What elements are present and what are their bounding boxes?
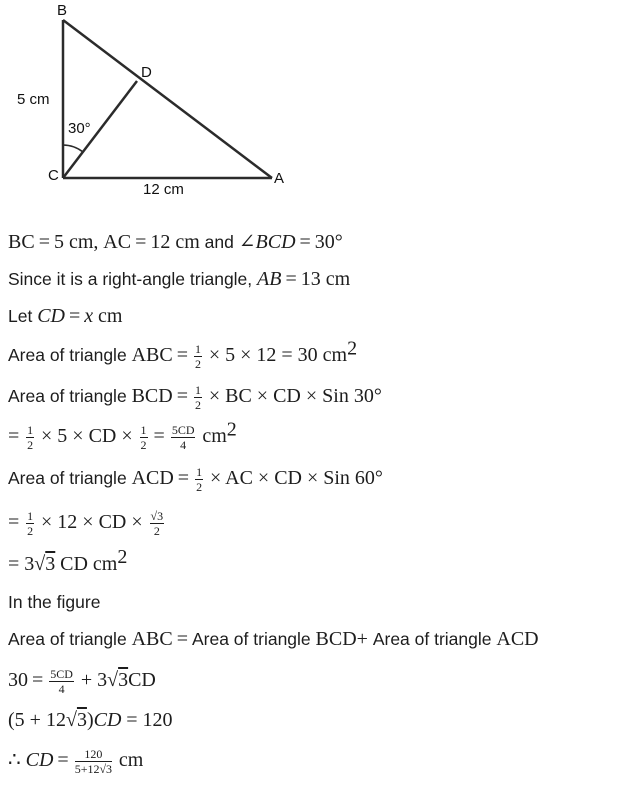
angle-bcd: ∠BCD [238, 231, 296, 253]
fraction-root3-2: $\frac{√3}{2}$ [150, 509, 164, 538]
in-figure-text: In the figure [8, 592, 101, 612]
vertex-label-b: B [57, 2, 68, 19]
bcd-step-expression: × 5 × CD × [41, 425, 133, 448]
area-text: Area of triangle [8, 345, 127, 366]
open-expression: (5 + 12 [8, 709, 66, 731]
unit-cm: cm [118, 749, 144, 772]
area-text: Area of triangle [8, 629, 127, 649]
vertex-label-d: D [141, 64, 152, 81]
final-fraction: $\frac{120}{5+12√3}$ [74, 747, 113, 776]
side-label-ca: 12 cm [143, 181, 184, 198]
exponent: 2 [226, 418, 237, 441]
plus-coefficient: + 3 [80, 669, 108, 692]
radicand: 3 [118, 669, 129, 692]
side-label-bc: 5 cm [17, 91, 50, 108]
bcd-symbol: BCD [131, 385, 173, 408]
side-ab [63, 20, 272, 178]
angle-arc [63, 145, 83, 152]
acd-symbol: ACD [496, 628, 539, 650]
equals: = [176, 628, 188, 650]
root-sign: √ [34, 553, 46, 575]
acd-result-unit: CD cm [60, 553, 118, 575]
vertex-label-a: A [274, 170, 285, 187]
root-sign: √ [65, 709, 77, 731]
equals: = [299, 231, 311, 253]
exponent: 2 [347, 337, 358, 360]
area-text: Area of triangle [8, 468, 127, 489]
equals: = [135, 231, 147, 253]
equation-line [8, 668, 156, 695]
equals: = [69, 305, 81, 327]
bcd-step-line [8, 418, 237, 452]
area-bcd-expression: × BC × CD × Sin 30° [208, 385, 382, 408]
equals: = [32, 669, 44, 692]
equals: = [8, 425, 20, 448]
angle-value: 30° [314, 231, 343, 253]
angle-label: 30° [68, 120, 91, 137]
x-variable: x [84, 305, 94, 327]
bcd-symbol: BCD+ [315, 628, 368, 650]
given-line [8, 231, 343, 253]
fraction-half: $\frac{1}{2}$ [194, 383, 201, 412]
cd-symbol: CD [128, 669, 156, 692]
equals: = [177, 467, 190, 490]
equals: = [285, 268, 297, 290]
fraction-half: $\frac{1}{2}$ [27, 423, 34, 452]
vertex-label-c: C [48, 167, 59, 184]
acd-result-line [8, 546, 128, 575]
cd-symbol: CD [93, 709, 122, 731]
therefore-symbol: ∴ [8, 749, 21, 772]
area-acd-expression: × AC × CD × Sin 60° [209, 467, 383, 490]
and-text: and [204, 232, 234, 252]
acd-coefficient: = 3 [8, 553, 35, 575]
fraction-5cd-4: $\frac{5CD}{4}$ [171, 423, 195, 452]
exponent: 2 [117, 546, 128, 569]
ac-value: 12 cm [150, 231, 200, 253]
value-30: 30 [8, 669, 28, 692]
area-text: Area of triangle [8, 386, 127, 407]
area-abc-expression: × 5 × 12 = 30 cm [208, 344, 348, 367]
abc-symbol: ABC [131, 344, 173, 367]
bc-value: 5 cm, [53, 231, 99, 253]
fraction-half: $\frac{1}{2}$ [27, 509, 34, 538]
equals: = [57, 749, 69, 772]
area-text: Area of triangle [191, 629, 311, 649]
acd-step-line [8, 510, 166, 537]
area-text: Area of triangle [372, 629, 492, 649]
ac-symbol: AC [103, 231, 132, 253]
equals: = [38, 231, 50, 253]
unit-cm: cm [202, 425, 227, 448]
equals-120: = 120 [126, 709, 173, 731]
final-answer-line [8, 748, 143, 775]
area-acd-line [8, 466, 383, 493]
abc-symbol: ABC [131, 628, 173, 650]
area-sum-line [8, 628, 539, 650]
statement-text: Since it is a right-angle triangle, [8, 269, 253, 289]
let-text: Let [8, 306, 33, 326]
close-paren: ) [86, 709, 94, 731]
cd-symbol: CD [37, 305, 65, 327]
equals: = [8, 511, 20, 534]
ab-value: 13 cm [300, 268, 351, 290]
bc-symbol: BC [8, 231, 35, 253]
unit-cm: cm [98, 305, 123, 327]
fraction-half: $\frac{1}{2}$ [140, 423, 147, 452]
equals: = [176, 344, 188, 367]
fraction-half: $\frac{1}{2}$ [196, 465, 203, 494]
radicand: 3 [76, 709, 87, 731]
area-abc-line [8, 337, 358, 371]
triangle-figure [6, 0, 343, 219]
let-line [8, 305, 122, 327]
cd-symbol: CD [25, 749, 54, 772]
acd-step-expression: × 12 × CD × [41, 511, 143, 534]
equals: = [153, 425, 165, 448]
root-sign: √ [107, 669, 119, 692]
ab-symbol: AB [257, 268, 282, 290]
in-figure-line [8, 591, 100, 613]
fraction-half: $\frac{1}{2}$ [194, 342, 201, 371]
fraction-5cd-4: $\frac{5CD}{4}$ [50, 667, 73, 696]
right-angle-line [8, 268, 350, 290]
area-bcd-line [8, 384, 382, 411]
acd-symbol: ACD [131, 467, 174, 490]
radicand: 3 [45, 553, 56, 575]
simplified-line [8, 709, 173, 731]
equals: = [176, 385, 188, 408]
